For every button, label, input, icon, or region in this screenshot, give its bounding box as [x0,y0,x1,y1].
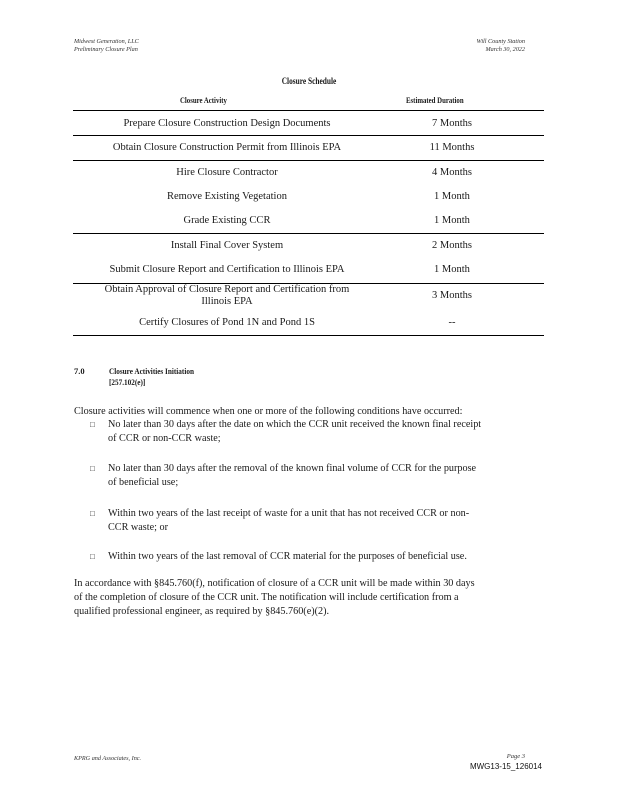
document-date: March 30, 2022 [485,46,525,53]
list-item: Within two years of the last removal of CCR material for the purposes of beneficial use. [108,551,467,562]
checkbox-bullet-icon: □ [90,509,95,518]
section-number: 7.0 [74,366,85,376]
list-item: No later than 30 days after the removal of the known final volume of CCR for the purpose [108,463,477,474]
checkbox-bullet-icon: □ [90,420,95,429]
section-title: Closure Activities Initiation [109,366,194,376]
table-row-activity: Grade Existing CCR [183,215,271,226]
footer-firm: KPRG and Associates, Inc. [74,755,142,762]
notification-paragraph-line3: qualified professional engineer, as required by §845.760(e)(2). [74,606,330,617]
table-rule [73,135,544,136]
table-row-activity: Submit Closure Report and Certification to Illinois EPA [109,264,345,275]
table-row-activity-line2: Illinois EPA [201,296,253,307]
table-row-duration: 3 Months [432,290,472,301]
table-row-duration: 4 Months [432,167,472,178]
document-id: MWG13-15_126014 [469,762,542,771]
table-row-activity: Certify Closures of Pond 1N and Pond 1S [139,317,315,328]
table-row-duration: 11 Months [429,142,475,153]
table-row-duration: 2 Months [432,240,472,251]
checkbox-bullet-icon: □ [90,552,95,561]
list-item: Within two years of the last receipt of waste for a unit that has not received CCR or non- [108,508,470,519]
table-row-activity: Obtain Approval of Closure Report and Certification from [104,284,350,295]
table-rule-top [73,110,544,111]
list-item-continued: of CCR or non-CCR waste; [108,433,221,444]
table-row-duration: 1 Month [434,215,470,226]
table-rule-bottom [73,335,544,336]
table-row-activity: Install Final Cover System [170,240,284,251]
station-name: Will County Station [476,38,525,45]
table-row-duration: 7 Months [432,118,472,129]
section-reference: [257.102(e)] [109,377,146,387]
list-item-continued: CCR waste; or [108,522,168,533]
notification-paragraph-line2: of the completion of closure of the CCR unit. The notification will include certification from a [74,592,459,603]
page-number: Page 3 [506,753,525,760]
table-row-duration: -- [448,317,456,328]
table-row-activity: Remove Existing Vegetation [167,191,287,202]
list-item: No later than 30 days after the date on which the CCR unit received the known final receipt [108,419,482,430]
schedule-title: Closure Schedule [281,76,337,86]
table-row-duration: 1 Month [434,264,470,275]
checkbox-bullet-icon: □ [90,464,95,473]
list-item-continued: of beneficial use; [108,477,179,488]
column-header-activity: Closure Activity [180,95,227,105]
table-rule [73,160,544,161]
table-rule [73,233,544,234]
table-row-activity: Hire Closure Contractor [176,167,278,178]
intro-paragraph: Closure activities will commence when one or more of the following conditions have occurred: [74,406,463,417]
document-name: Preliminary Closure Plan [74,46,138,53]
page-header-right [477,38,525,54]
notification-paragraph-line1: In accordance with §845.760(f), notification of closure of a CCR unit will be made within 30 days [74,578,475,589]
table-row-activity: Obtain Closure Construction Permit from Illinois EPA [112,142,342,153]
page-header-left [74,38,139,54]
company-name: Midwest Generation, LLC [74,38,139,45]
table-row-activity: Prepare Closure Construction Design Documents [123,118,331,129]
column-header-duration: Estimated Duration [406,95,464,105]
table-row-duration: 1 Month [434,191,470,202]
